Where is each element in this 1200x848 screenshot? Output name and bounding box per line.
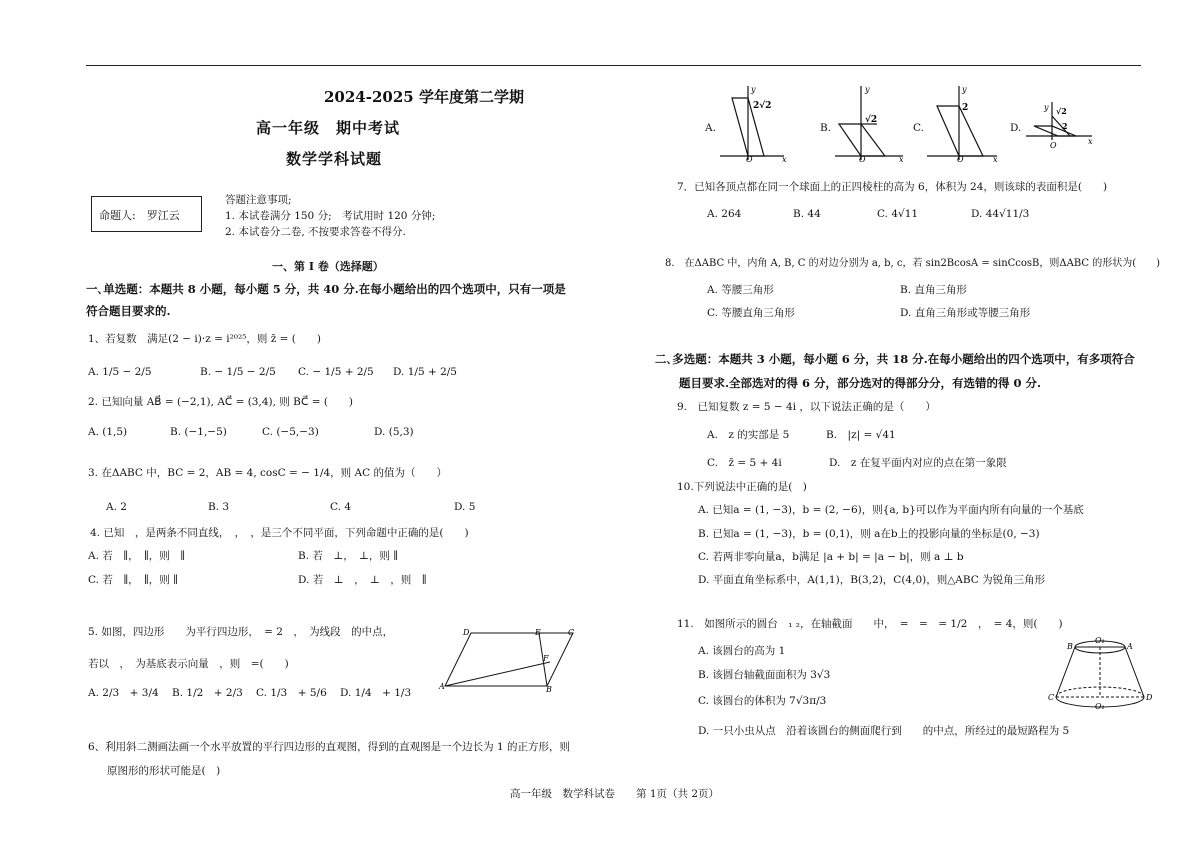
q3-option-a: A. 2 (106, 501, 127, 513)
q9-stem: 9. 已知复数 z = 5 − 4i ，以下说法正确的是（ ） (677, 401, 936, 413)
q11-option-d: D. 一只小虫从点 沿着该圆台的侧面爬行到 的中点，所经过的最短路程为 5 (698, 725, 1070, 737)
fig11-label-a: A (1127, 642, 1133, 651)
q2-option-a: A. (1,5) (88, 426, 128, 438)
fig11-label-o1: O₁ (1095, 636, 1105, 645)
notice-heading: 答题注意事项; (225, 194, 292, 206)
q6-stem-cont: 原图形的形状可能是( ) (107, 765, 221, 777)
notice-line-2: 2. 本试卷分二卷, 不按要求答卷不得分. (225, 226, 406, 238)
q1-option-b: B. − 1/5 − 2/5 (200, 366, 276, 378)
q7-option-d: D. 44√11/3 (971, 208, 1030, 220)
fig11-label-o2: O₁ (1095, 702, 1105, 711)
q6-figure-d (1024, 100, 1100, 156)
q6-option-a: A. (705, 122, 716, 134)
q8-option-a: A. 等腰三角形 (707, 284, 774, 296)
q5-option-d: D. 1/4 + 1/3 (340, 687, 412, 699)
svg-text:2√2: 2√2 (753, 101, 772, 111)
q6-option-d: D. (1010, 122, 1022, 134)
q4-option-a: A. 若 ∥， ∥，则 ∥ (88, 550, 186, 562)
section1-heading: 一､单选题：本题共 8 小题，每小题 5 分，共 40 分.在每小题给出的四个选项中，只有一项是 (86, 282, 566, 296)
svg-text:√2: √2 (1056, 106, 1067, 116)
q2-stem: 2. 已知向量 AB⃗ = (−2,1), AC⃗ = (3,4), 则 BC⃗ = ( ) (88, 396, 354, 408)
svg-text:O: O (1050, 141, 1057, 150)
q1-option-c: C. − 1/5 + 2/5 (298, 366, 374, 378)
svg-text:x: x (782, 155, 787, 164)
fig5-label-d: D (463, 628, 470, 637)
q5-stem: 5. 如图，四边形 为平行四边形， = 2 ， 为线段 的中点， (88, 626, 394, 638)
svg-text:O: O (746, 155, 753, 164)
q3-option-b: B. 3 (208, 501, 230, 513)
q10-stem: 10.下列说法中正确的是( ) (677, 481, 807, 493)
notice-line-1: 1. 本试卷满分 150 分; 考试用时 120 分钟; (225, 210, 436, 222)
svg-text:y: y (962, 85, 967, 94)
svg-text:y: y (1044, 103, 1049, 112)
q3-option-c: C. 4 (330, 501, 352, 513)
q4-stem: 4. 已知 ，是两条不同直线， ， ，是三个不同平面，下列命题中正确的是( ) (90, 527, 469, 539)
fig11-label-b: B (1067, 642, 1073, 651)
svg-text:x: x (1088, 137, 1093, 146)
q5-option-a: A. 2/3 + 3/4 (88, 687, 159, 699)
section1-heading-cont: 符合题目要求的. (86, 304, 171, 318)
fig5-label-c: C (568, 628, 575, 637)
q8-option-d: D. 直角三角形或等腰三角形 (900, 307, 1031, 319)
q10-option-a: A. 已知a = (1, −3)，b = (2, −6)，则{a, b}可以作为平面内所有向量的一个基底 (698, 504, 1084, 516)
volume-title: 一、第 I 卷（选择题） (272, 260, 384, 273)
q6-option-c: C. (913, 122, 924, 134)
q2-option-d: D. (5,3) (374, 426, 414, 438)
q7-option-c: C. 4√11 (877, 208, 919, 220)
q6-figure-a (718, 84, 798, 164)
svg-text:x: x (993, 155, 998, 164)
q1-option-d: D. 1/5 + 2/5 (393, 366, 457, 378)
q5-option-c: C. 1/3 + 5/6 (256, 687, 327, 699)
page-footer: 高一年级 数学科试卷 第 1页（共 2页） (510, 788, 720, 800)
svg-text:2: 2 (1062, 121, 1068, 131)
q10-option-d: D. 平面直角坐标系中，A(1,1)，B(3,2)，C(4,0)，则△ABC 为锐角三角形 (698, 574, 1046, 586)
q7-option-a: A. 264 (707, 208, 742, 220)
q9-option-a: A. z 的实部是 5 (707, 429, 790, 441)
q2-option-c: C. (−5,−3) (262, 426, 319, 438)
svg-text:O: O (859, 155, 866, 164)
q10-option-c: C. 若两非零向量a，b满足 |a + b| = |a − b|，则 a ⊥ b (698, 551, 964, 563)
q6-figure-b (833, 84, 913, 164)
top-rule (86, 65, 1141, 66)
q8-option-b: B. 直角三角形 (900, 284, 967, 296)
svg-text:O: O (957, 155, 964, 164)
q11-frustum-figure (1045, 633, 1157, 715)
section2-heading-cont: 题目要求.全部选对的得 6 分，部分选对的得部分分，有选错的得 0 分. (679, 376, 1042, 390)
section2-heading: 二､多选题：本题共 3 小题，每小题 6 分，共 18 分.在每小题给出的四个选项中，有多项符合 (655, 352, 1135, 366)
subject-title: 数学学科试题 (286, 150, 383, 168)
q6-stem: 6、利用斜二测画法画一个水平放置的平行四边形的直观图，得到的直观图是一个边长为 1 的正方形，则 (88, 741, 571, 753)
q9-option-d: D. z 在复平面内对应的点在第一象限 (829, 457, 1007, 469)
q3-option-d: D. 5 (454, 501, 476, 513)
author-box (91, 196, 202, 232)
q6-option-b: B. (820, 122, 832, 134)
q1-option-a: A. 1/5 − 2/5 (88, 366, 152, 378)
exam-grade-title: 高一年级 期中考试 (256, 119, 401, 137)
q4-option-b: B. 若 ⊥， ⊥，则 ∥ (298, 550, 399, 562)
q5-stem-cont: 若以 ， 为基底表示向量 ，则 =( ) (88, 658, 289, 670)
q8-stem: 8. 在ΔABC 中，内角 A, B, C 的对边分别为 a, b, c，若 sin2BcosA = sinCcosB，则ΔABC 的形状为( ) (665, 258, 1161, 269)
q11-option-a: A. 该圆台的高为 1 (698, 645, 786, 657)
fig5-label-e: E (535, 628, 541, 637)
q7-stem: 7．已知各顶点都在同一个球面上的正四棱柱的高为 6，体积为 24，则该球的表面积是( ) (677, 181, 1108, 193)
q11-stem: 11. 如图所示的圆台 ₁ ₂，在轴截面 中， = = = 1/2 ， = 4，则( ) (677, 618, 1063, 630)
svg-text:x: x (899, 155, 904, 164)
q8-option-c: C. 等腰直角三角形 (707, 307, 795, 319)
author-name: 命题人: 罗江云 (99, 209, 180, 222)
fig11-label-d: D (1146, 693, 1153, 702)
q4-option-c: C. 若 ∥， ∥，则 ∥ (88, 574, 178, 586)
q10-option-b: B. 已知a = (1, −3)，b = (0,1)，则 a在b上的投影向量的坐标是(0, −3) (698, 528, 1040, 540)
svg-text:y: y (865, 85, 870, 94)
q5-parallelogram-figure (435, 625, 585, 695)
q4-option-d: D. 若 ⊥ ， ⊥ ，则 ∥ (298, 574, 427, 586)
q11-option-b: B. 该圆台轴截面面积为 3√3 (698, 669, 831, 681)
svg-text:y: y (751, 85, 756, 94)
q9-option-c: C. z̄ = 5 + 4i (707, 457, 782, 469)
q6-figure-c (925, 84, 1005, 164)
q2-option-b: B. (−1,−5) (170, 426, 227, 438)
q11-option-c: C. 该圆台的体积为 7√3π/3 (698, 695, 827, 707)
svg-text:√2: √2 (865, 115, 878, 125)
q3-stem: 3. 在ΔABC 中，BC = 2，AB = 4, cosC = − 1/4，则 AC 的值为（ ） (88, 467, 447, 479)
svg-text:2: 2 (962, 103, 969, 113)
fig5-label-a: A (439, 682, 445, 691)
q5-option-b: B. 1/2 + 2/3 (172, 687, 243, 699)
q7-option-b: B. 44 (793, 208, 821, 220)
fig5-label-b: B (546, 685, 552, 694)
q1-stem: 1、若复数 满足(2 − i)·z = i²⁰²⁵，则 z̄ = ( ) (88, 333, 321, 345)
exam-year-title: 2024-2025 学年度第二学期 (324, 88, 524, 106)
fig11-label-c: C (1048, 693, 1055, 702)
fig5-label-f: F (543, 654, 549, 663)
q9-option-b: B. |z| = √41 (826, 429, 896, 441)
